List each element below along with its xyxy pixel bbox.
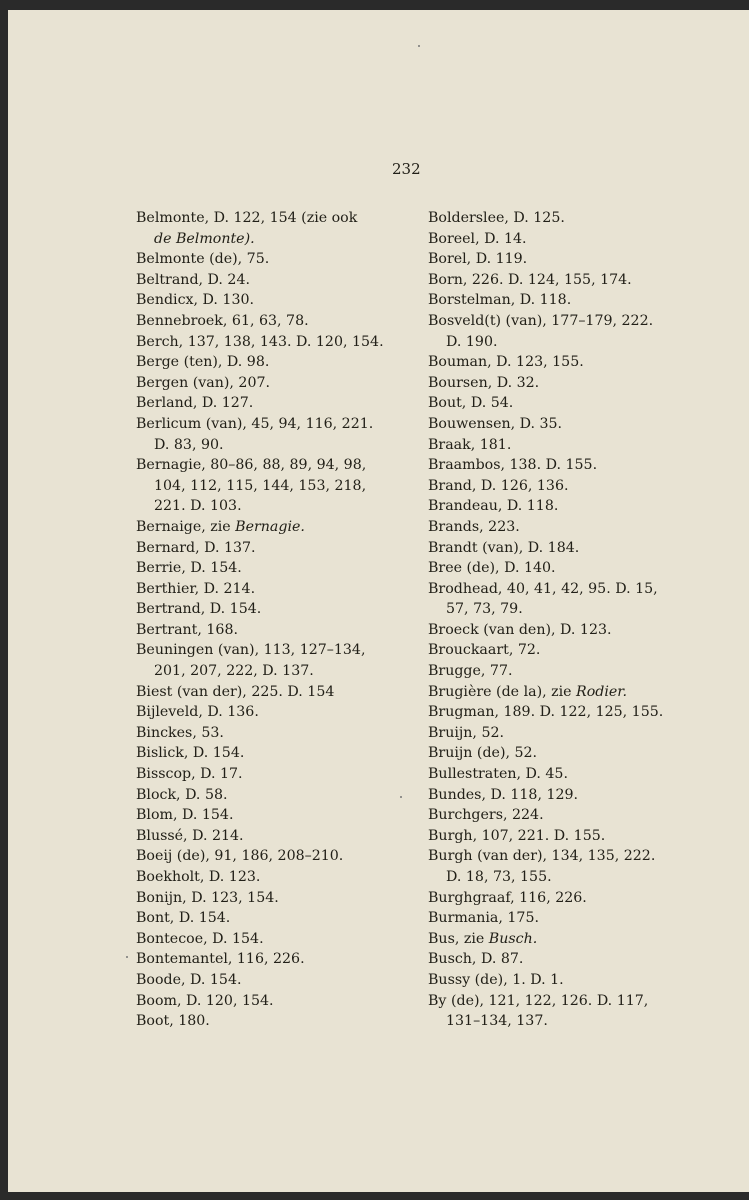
index-entry-reference: Busch. xyxy=(488,930,538,947)
index-entry xyxy=(428,661,733,682)
index-entry-text: Bundes, D. 118, 129. xyxy=(428,786,579,803)
index-entry-text: Bernagie, 80–86, 88, 89, 94, 98, xyxy=(136,457,367,474)
index-entry xyxy=(428,888,733,909)
index-entry xyxy=(428,249,733,270)
index-entry-text: Braambos, 138. D. 155. xyxy=(428,457,598,474)
index-entry-text: Bislick, D. 154. xyxy=(136,745,245,762)
index-entry-text: Braak, 181. xyxy=(428,436,512,453)
index-entry xyxy=(428,702,733,723)
index-entry xyxy=(428,805,733,826)
index-entry xyxy=(428,332,733,353)
index-entry xyxy=(428,785,733,806)
index-entry xyxy=(428,352,733,373)
index-entry xyxy=(136,640,406,661)
index-entry-text: Brugge, 77. xyxy=(428,663,513,680)
index-entry-text: Bouman, D. 123, 155. xyxy=(428,354,584,371)
index-entry-text: Belmonte (de), 75. xyxy=(136,251,270,268)
index-entry-text: D. 18, 73, 155. xyxy=(446,869,552,885)
index-entry-text: Bruijn, 52. xyxy=(428,724,505,741)
index-entry-text: Bontemantel, 116, 226. xyxy=(136,951,305,968)
index-entry xyxy=(136,249,406,270)
index-entry-text: Block, D. 58. xyxy=(136,786,228,803)
index-entry-text: Bernaige, zie xyxy=(136,518,236,535)
index-entry-reference: Rodier. xyxy=(576,683,628,700)
index-entry-text: Brand, D. 126, 136. xyxy=(428,477,569,494)
index-entry xyxy=(428,290,733,311)
index-entry-text: Beuningen (van), 113, 127–134, xyxy=(136,642,366,659)
index-entry-text: Bergen (van), 207. xyxy=(136,374,271,391)
index-entry xyxy=(136,702,406,723)
index-entry-text: Born, 226. D. 124, 155, 174. xyxy=(428,271,632,288)
index-entry xyxy=(428,270,733,291)
index-entry xyxy=(136,888,406,909)
index-entry xyxy=(428,846,733,867)
index-entry-text: Bouwensen, D. 35. xyxy=(428,415,563,432)
index-entry-text: Brands, 223. xyxy=(428,518,520,535)
index-entry xyxy=(136,846,406,867)
index-entry xyxy=(136,908,406,929)
index-entry xyxy=(136,620,406,641)
index-entry xyxy=(136,867,406,888)
index-entry-text: Binckes, 53. xyxy=(136,724,224,741)
index-entry xyxy=(428,455,733,476)
index-entry-text: 221. D. 103. xyxy=(154,498,242,515)
index-entry xyxy=(428,682,733,703)
index-entry-text: Bussy (de), 1. D. 1. xyxy=(428,971,564,988)
index-entry-text: Boeij (de), 91, 186, 208–210. xyxy=(136,848,344,865)
index-entry xyxy=(428,908,733,929)
index-entry-text: 104, 112, 115, 144, 153, 218, xyxy=(154,477,367,494)
index-entry xyxy=(136,970,406,991)
index-entry xyxy=(136,929,406,950)
index-entry xyxy=(428,743,733,764)
index-entry xyxy=(136,558,406,579)
index-entry-text: Beltrand, D. 24. xyxy=(136,271,250,288)
index-entry xyxy=(428,517,733,538)
index-entry xyxy=(136,517,406,538)
index-entry-text: Blussé, D. 214. xyxy=(136,827,244,844)
index-entry xyxy=(428,723,733,744)
index-entry xyxy=(136,579,406,600)
index-entry-text: Burchgers, 224. xyxy=(428,807,544,824)
index-entry-reference: Bernagie. xyxy=(235,518,305,535)
index-entry xyxy=(136,393,406,414)
index-entry-text: Bruijn (de), 52. xyxy=(428,745,538,762)
index-entry xyxy=(428,496,733,517)
index-entry xyxy=(136,805,406,826)
index-entry xyxy=(428,373,733,394)
index-entry-text: Boot, 180. xyxy=(136,1013,210,1030)
index-entry-text: Bus, zie xyxy=(428,930,489,947)
index-entry-text: D. 83, 90. xyxy=(154,436,224,453)
index-entry xyxy=(136,332,406,353)
index-entry xyxy=(428,476,733,497)
index-entry xyxy=(428,435,733,456)
index-entry xyxy=(136,270,406,291)
index-entry xyxy=(428,929,733,950)
index-entry-text: Bullestraten, D. 45. xyxy=(428,766,568,783)
index-entry-text: 131–134, 137. xyxy=(446,1013,548,1030)
index-entry xyxy=(136,764,406,785)
index-entry-text: Boekholt, D. 123. xyxy=(136,869,261,885)
index-entry-text: By (de), 121, 122, 126. D. 117, xyxy=(428,992,649,1009)
index-entry-text: 57, 73, 79. xyxy=(446,601,523,618)
index-entry xyxy=(136,290,406,311)
index-entry-text: Bennebroek, 61, 63, 78. xyxy=(136,312,309,329)
index-entry xyxy=(136,352,406,373)
index-entry-text: Bijleveld, D. 136. xyxy=(136,704,259,721)
index-entry-text: Boom, D. 120, 154. xyxy=(136,992,274,1009)
index-entry xyxy=(136,476,406,497)
index-entry xyxy=(136,496,406,517)
index-entry-text: Bertrant, 168. xyxy=(136,621,238,638)
index-entry xyxy=(428,579,733,600)
index-entry xyxy=(428,311,733,332)
index-entry-text: Brouckaart, 72. xyxy=(428,642,541,659)
index-entry xyxy=(428,599,733,620)
index-entry xyxy=(428,393,733,414)
index-entry xyxy=(428,620,733,641)
index-entry xyxy=(428,970,733,991)
index-entry xyxy=(136,661,406,682)
index-entry xyxy=(136,311,406,332)
index-entry-text: Berch, 137, 138, 143. D. 120, 154. xyxy=(136,333,384,350)
index-entry-text: Bonijn, D. 123, 154. xyxy=(136,889,279,906)
index-entry-text: Boreel, D. 14. xyxy=(428,230,527,247)
index-entry xyxy=(136,949,406,970)
index-entry xyxy=(428,1011,733,1032)
index-entry xyxy=(428,229,733,250)
index-entry xyxy=(428,949,733,970)
index-entry-text: Brandt (van), D. 184. xyxy=(428,539,580,556)
index-entry-text: Brugman, 189. D. 122, 125, 155. xyxy=(428,704,664,721)
index-entry-text: Berthier, D. 214. xyxy=(136,580,256,597)
index-entry xyxy=(136,229,406,250)
index-entry xyxy=(136,208,406,229)
index-column-left xyxy=(136,208,406,1032)
index-entry-text: Bisscop, D. 17. xyxy=(136,766,243,783)
index-entry-italic: de Belmonte). xyxy=(154,230,255,247)
paper-speck xyxy=(126,956,128,958)
index-entry-text: Bosveld(t) (van), 177–179, 222. xyxy=(428,312,654,329)
index-entry xyxy=(136,538,406,559)
index-entry-text: Borstelman, D. 118. xyxy=(428,292,572,309)
index-entry xyxy=(136,723,406,744)
paper-speck xyxy=(418,45,420,47)
index-entry-text: Borel, D. 119. xyxy=(428,251,528,268)
index-entry-text: Bont, D. 154. xyxy=(136,910,231,927)
index-entry-text: Bolderslee, D. 125. xyxy=(428,210,565,226)
index-entry-text: Bout, D. 54. xyxy=(428,395,514,412)
index-entry-text: Brugière (de la), zie xyxy=(428,683,577,700)
index-entry-text: Busch, D. 87. xyxy=(428,951,524,968)
index-entry-text: Berlicum (van), 45, 94, 116, 221. xyxy=(136,415,374,432)
index-entry xyxy=(136,435,406,456)
index-entry-text: Burgh, 107, 221. D. 155. xyxy=(428,827,606,844)
index-entry xyxy=(136,1011,406,1032)
index-entry xyxy=(428,826,733,847)
index-entry xyxy=(428,538,733,559)
page-number: 232 xyxy=(392,160,421,178)
index-entry-text: 201, 207, 222, D. 137. xyxy=(154,663,314,680)
index-entry-text: Bree (de), D. 140. xyxy=(428,560,556,577)
index-entry xyxy=(136,743,406,764)
index-entry xyxy=(428,867,733,888)
index-entry xyxy=(136,373,406,394)
index-entry xyxy=(136,785,406,806)
index-entry xyxy=(136,682,406,703)
index-entry-text: Berrie, D. 154. xyxy=(136,560,242,577)
index-entry xyxy=(428,991,733,1012)
index-entry xyxy=(428,208,733,229)
index-entry-text: Burmania, 175. xyxy=(428,910,539,927)
index-entry-text: Burgh (van der), 134, 135, 222. xyxy=(428,848,656,865)
paper-speck xyxy=(400,796,402,798)
index-entry-text: Burghgraaf, 116, 226. xyxy=(428,889,587,906)
index-entry-text: Belmonte, D. 122, 154 (zie ook xyxy=(136,210,358,226)
index-entry xyxy=(136,455,406,476)
index-column-right xyxy=(428,208,733,1032)
index-entry-text: Biest (van der), 225. D. 154 xyxy=(136,683,335,700)
index-entry-text: Brandeau, D. 118. xyxy=(428,498,559,515)
index-entry-text: D. 190. xyxy=(446,333,498,350)
index-entry-text: Boursen, D. 32. xyxy=(428,374,540,391)
index-entry-text: Blom, D. 154. xyxy=(136,807,234,824)
index-entry xyxy=(428,764,733,785)
index-entry-text: Bernard, D. 137. xyxy=(136,539,256,556)
index-entry xyxy=(428,414,733,435)
index-entry-text: Bendicx, D. 130. xyxy=(136,292,255,309)
index-entry xyxy=(136,826,406,847)
index-entry-text: Broeck (van den), D. 123. xyxy=(428,621,612,638)
index-entry-text: Bontecoe, D. 154. xyxy=(136,930,264,947)
index-entry-text: Brodhead, 40, 41, 42, 95. D. 15, xyxy=(428,580,658,597)
index-entry xyxy=(136,599,406,620)
index-entry xyxy=(428,640,733,661)
index-entry xyxy=(136,991,406,1012)
index-entry-text: Bertrand, D. 154. xyxy=(136,601,262,618)
book-page xyxy=(8,10,749,1192)
index-entry-text: Berland, D. 127. xyxy=(136,395,254,412)
index-entry-text: Boode, D. 154. xyxy=(136,971,242,988)
index-entry xyxy=(428,558,733,579)
index-entry xyxy=(136,414,406,435)
index-entry-text: Berge (ten), D. 98. xyxy=(136,354,270,371)
